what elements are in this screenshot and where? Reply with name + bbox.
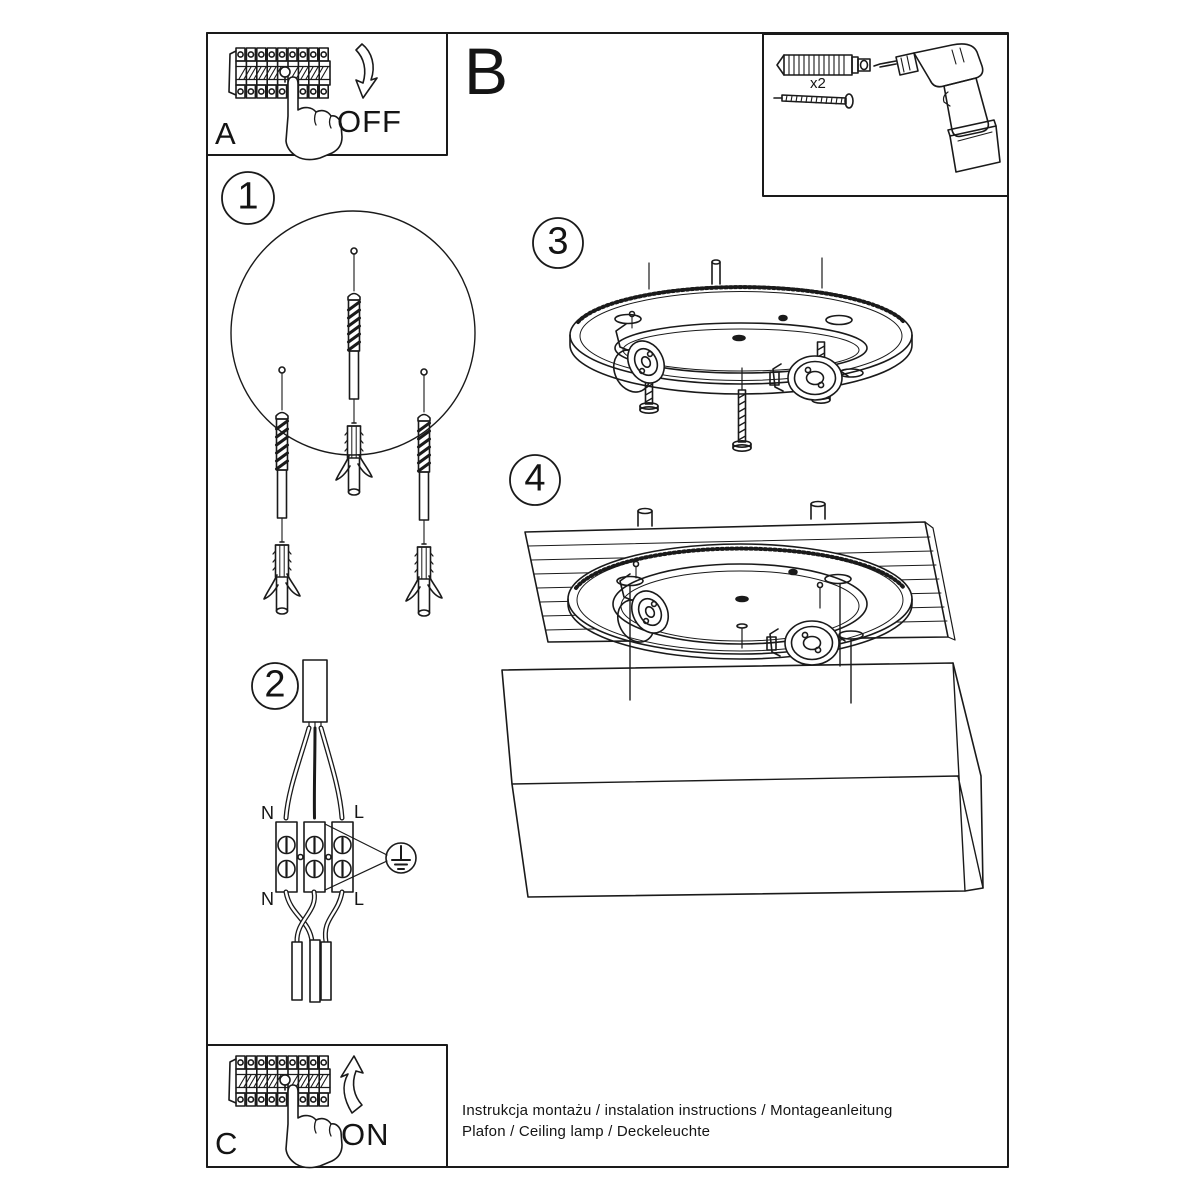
step4-assembly-illustration [502, 455, 983, 897]
terminal-n-bottom-label: N [261, 889, 274, 909]
drill-icon [874, 44, 1000, 172]
anchor-quantity-label: x2 [810, 75, 826, 92]
breaker-panel-off-illustration [229, 48, 330, 98]
off-label: OFF [337, 104, 402, 139]
panel-b-label: B [464, 34, 509, 108]
arrow-up-icon [341, 1056, 363, 1113]
terminal-n-top-label: N [261, 803, 274, 823]
step1-number: 1 [237, 175, 259, 218]
arrow-down-icon [356, 44, 377, 98]
step2-number: 2 [264, 663, 286, 706]
breaker-panel-on-illustration [229, 1056, 330, 1106]
on-label: ON [341, 1117, 390, 1152]
wall-plug-icon [777, 55, 870, 75]
panel-a-label: A [215, 116, 236, 151]
step3-number: 3 [547, 220, 569, 263]
step1-wall-anchors-illustration [222, 172, 475, 616]
ground-symbol-icon [386, 843, 416, 873]
footer-line2: Plafon / Ceiling lamp / Deckeleuchte [462, 1123, 711, 1140]
mounted-plate [568, 544, 912, 703]
footer-line1: Instrukcja montażu / instalation instructions / Montageanleitung [462, 1102, 893, 1119]
lamp-shade-illustration [502, 663, 983, 897]
panel-b-box [763, 34, 1008, 196]
screw-icon [774, 94, 853, 108]
panel-c-label: C [215, 1126, 238, 1161]
step4-number: 4 [524, 457, 546, 500]
panel-a-box [207, 33, 447, 160]
step3-mounting-plate-illustration [533, 218, 912, 451]
power-cable [303, 660, 327, 722]
step2-wiring-illustration [252, 660, 416, 1002]
terminal-l-bottom-label: L [354, 889, 365, 909]
terminal-l-top-label: L [354, 802, 365, 822]
panel-c-box [207, 1045, 447, 1168]
